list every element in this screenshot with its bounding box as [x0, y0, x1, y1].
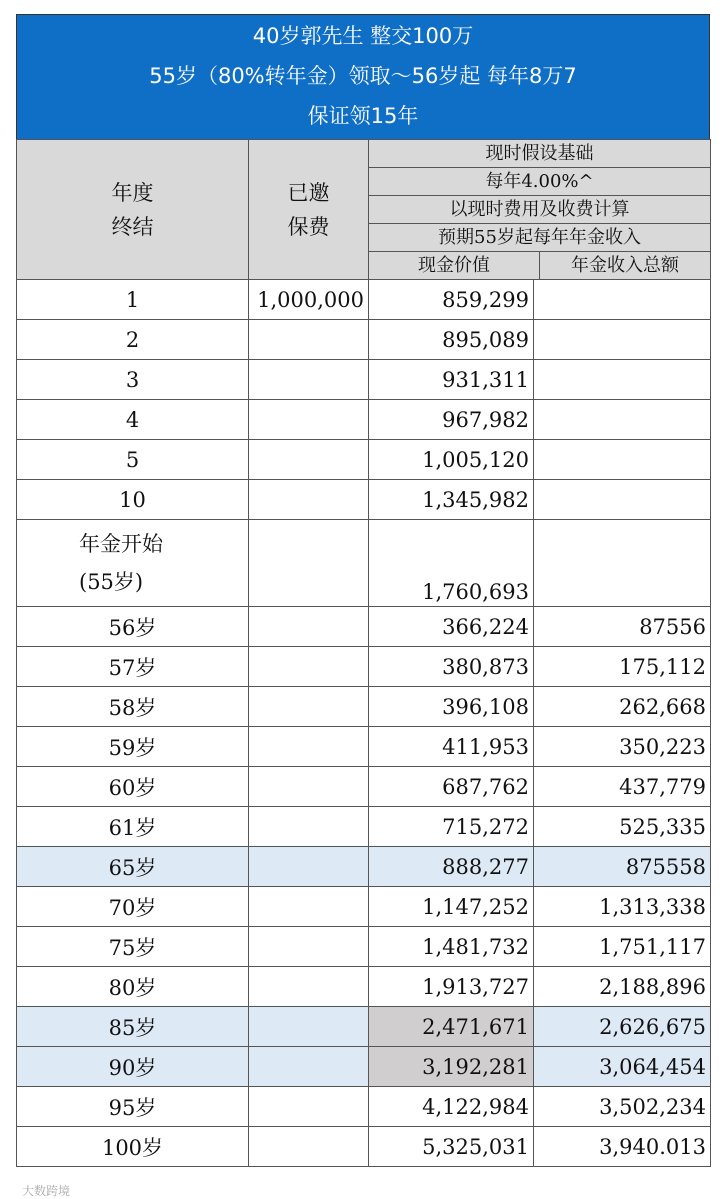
cash-value-cell: 967,982: [369, 400, 534, 440]
annuity-total-cell: [534, 480, 711, 520]
year-cell: 100岁: [17, 1127, 249, 1167]
cash-value-cell: 380,873: [369, 647, 534, 687]
year-cell: 10: [17, 480, 249, 520]
title-line-1: 40岁郭先生 整交100万: [252, 24, 474, 48]
table-row: [17, 927, 711, 967]
table-header-row: [17, 140, 711, 280]
cash-value-cell: 2,471,671: [369, 1007, 534, 1047]
annuity-total-cell: 1,751,117: [534, 927, 711, 967]
paid-cell: [249, 727, 369, 767]
watermark: 大数跨境: [22, 1184, 71, 1198]
paid-cell: [249, 320, 369, 360]
annuity-total-cell: 525,335: [534, 807, 711, 847]
benefit-table: [16, 139, 711, 1167]
table-row: [17, 440, 711, 480]
table-row: [17, 1047, 711, 1087]
year-cell: 3: [17, 360, 249, 400]
title-line-2: 55岁（80%转年金）领取～56岁起 每年8万7: [149, 64, 577, 88]
annuity-total-cell: 1,313,338: [534, 887, 711, 927]
paid-cell: [249, 1007, 369, 1047]
year-cell: 75岁: [17, 927, 249, 967]
annuity-total-cell: [534, 520, 711, 607]
paid-cell: [249, 647, 369, 687]
cash-value-cell: 715,272: [369, 807, 534, 847]
annuity-total-cell: [534, 360, 711, 400]
annuity-total-cell: [534, 440, 711, 480]
table-row: [17, 360, 711, 400]
table-row: [17, 887, 711, 927]
annuity-total-cell: 3,940.013: [534, 1127, 711, 1167]
table-row: [17, 1007, 711, 1047]
header-year: [17, 140, 249, 280]
annuity-total-cell: [534, 400, 711, 440]
paid-cell: [249, 1087, 369, 1127]
header-group: [369, 140, 711, 280]
paid-cell: [249, 1127, 369, 1167]
paid-cell: [249, 887, 369, 927]
annuity-total-cell: 350,223: [534, 727, 711, 767]
annuity-start-label: [17, 520, 249, 607]
year-cell: 95岁: [17, 1087, 249, 1127]
annuity-total-cell: 262,668: [534, 687, 711, 727]
paid-cell: 1,000,000: [249, 280, 369, 320]
title-line-3: 保证领15年: [307, 104, 419, 128]
cash-value-cell: 366,224: [369, 607, 534, 647]
cash-value-cell: 1,147,252: [369, 887, 534, 927]
cash-value-cell: 3,192,281: [369, 1047, 534, 1087]
year-cell: 61岁: [17, 807, 249, 847]
year-cell: 65岁: [17, 847, 249, 887]
paid-cell: [249, 607, 369, 647]
table-row: [17, 400, 711, 440]
annuity-table-document: [16, 14, 710, 1198]
header-group-basis: 现时假设基础: [369, 140, 710, 168]
header-paid-line2: 保费: [287, 214, 330, 239]
annuity-total-cell: 87556: [534, 607, 711, 647]
header-year-line2: 终结: [111, 214, 154, 239]
cash-value-cell: 4,122,984: [369, 1087, 534, 1127]
paid-cell: [249, 847, 369, 887]
year-cell: 4: [17, 400, 249, 440]
annuity-total-cell: 437,779: [534, 767, 711, 807]
year-cell: 80岁: [17, 967, 249, 1007]
paid-cell: [249, 440, 369, 480]
year-cell: 56岁: [17, 607, 249, 647]
table-row: [17, 767, 711, 807]
annuity-start-line2: (55岁): [79, 570, 144, 594]
table-row: [17, 967, 711, 1007]
title-banner: [16, 14, 710, 139]
annuity-total-cell: 175,112: [534, 647, 711, 687]
annuity-total-cell: 2,188,896: [534, 967, 711, 1007]
table-row: [17, 847, 711, 887]
cash-value-cell: 411,953: [369, 727, 534, 767]
header-paid: [249, 140, 369, 280]
header-annuity: 年金收入总额: [571, 255, 679, 276]
table-row: [17, 727, 711, 767]
annuity-total-cell: 3,064,454: [534, 1047, 711, 1087]
cash-value-cell: 859,299: [369, 280, 534, 320]
annuity-total-cell: [534, 280, 711, 320]
cash-value-cell: 1,913,727: [369, 967, 534, 1007]
cash-value-cell: 895,089: [369, 320, 534, 360]
cash-value-cell: 687,762: [369, 767, 534, 807]
year-cell: 5: [17, 440, 249, 480]
cash-value-cell: 1,005,120: [369, 440, 534, 480]
paid-cell: [249, 1047, 369, 1087]
cash-value-cell: 1,345,982: [369, 480, 534, 520]
year-cell: 2: [17, 320, 249, 360]
year-cell: 90岁: [17, 1047, 249, 1087]
paid-cell: [249, 687, 369, 727]
paid-cell: [249, 520, 369, 607]
table-row: [17, 1127, 711, 1167]
header-year-line1: 年度: [111, 180, 154, 205]
year-cell: 58岁: [17, 687, 249, 727]
table-row: [17, 320, 711, 360]
cash-value-cell: 1,760,693: [369, 520, 534, 607]
header-group-rate: 每年4.00%^: [369, 168, 710, 196]
table-row: [17, 807, 711, 847]
header-group-income: 预期55岁起每年年金收入: [369, 224, 710, 252]
table-row: [17, 480, 711, 520]
table-row: [17, 607, 711, 647]
year-cell: 57岁: [17, 647, 249, 687]
year-cell: 60岁: [17, 767, 249, 807]
paid-cell: [249, 967, 369, 1007]
year-cell: 70岁: [17, 887, 249, 927]
header-cash: 现金价值: [369, 252, 540, 279]
cash-value-cell: 396,108: [369, 687, 534, 727]
cash-value-cell: 5,325,031: [369, 1127, 534, 1167]
annuity-total-cell: 2,626,675: [534, 1007, 711, 1047]
table-row: [17, 1087, 711, 1127]
table-row: [17, 647, 711, 687]
paid-cell: [249, 360, 369, 400]
header-group-fees: 以现时费用及收费计算: [369, 196, 710, 224]
cash-value-cell: 888,277: [369, 847, 534, 887]
cash-value-cell: 1,481,732: [369, 927, 534, 967]
paid-cell: [249, 480, 369, 520]
annuity-start-row: [17, 520, 711, 607]
annuity-total-cell: 3,502,234: [534, 1087, 711, 1127]
year-cell: 1: [17, 280, 249, 320]
annuity-start-line1: 年金开始: [79, 532, 163, 556]
paid-cell: [249, 807, 369, 847]
paid-cell: [249, 767, 369, 807]
paid-cell: [249, 400, 369, 440]
cash-value-cell: 931,311: [369, 360, 534, 400]
year-cell: 85岁: [17, 1007, 249, 1047]
table-row: [17, 280, 711, 320]
header-paid-line1: 已邀: [287, 180, 330, 205]
table-row: [17, 687, 711, 727]
annuity-total-cell: 875558: [534, 847, 711, 887]
paid-cell: [249, 927, 369, 967]
year-cell: 59岁: [17, 727, 249, 767]
annuity-total-cell: [534, 320, 711, 360]
header-subcols: [369, 252, 710, 279]
